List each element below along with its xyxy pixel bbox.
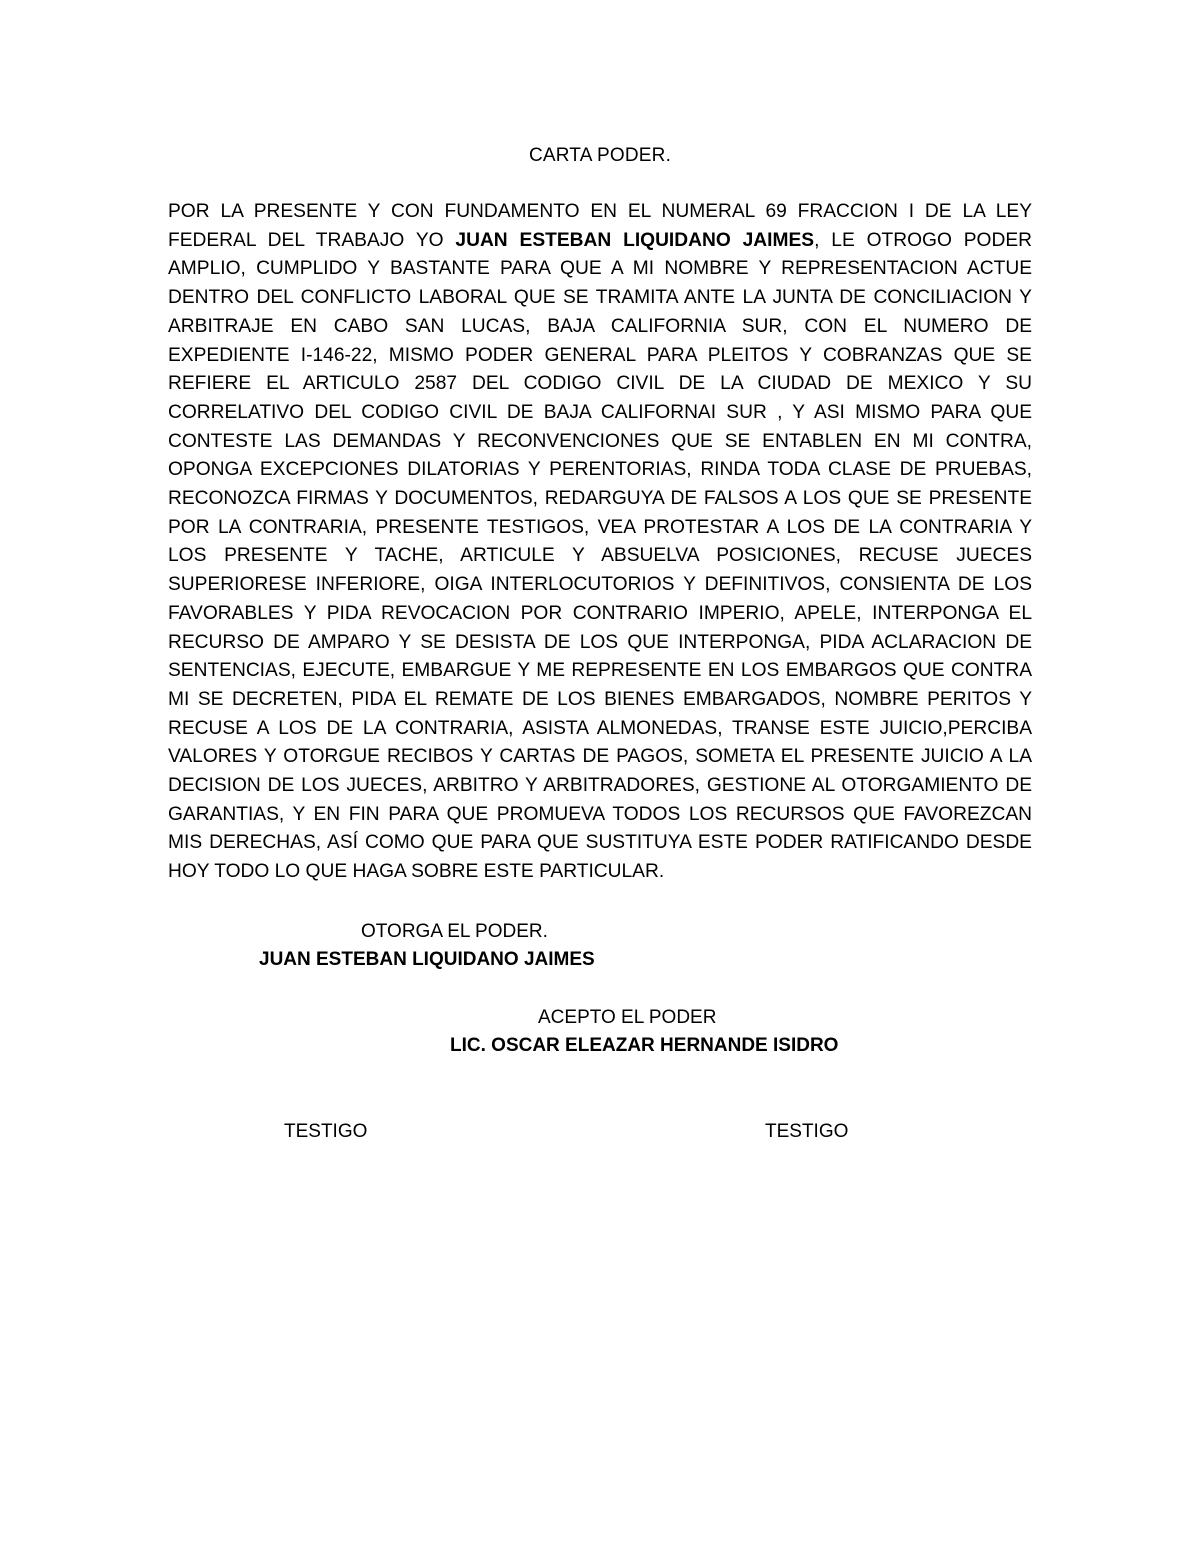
attorney-label: ACEPTO EL PODER [538, 1007, 717, 1028]
grantor-name: JUAN ESTEBAN LIQUIDANO JAIMES [259, 949, 595, 970]
document-title: CARTA PODER. [528, 145, 672, 166]
body-text-part-1: POR LA PRESENTE Y CON FUNDAMENTO EN EL NUMERAL 69 FRACCION I DE LA LEY FEDERAL DEL TRABAJO YO [168, 201, 1032, 251]
attorney-name: LIC. OSCAR ELEAZAR HERNANDE ISIDRO [450, 1035, 839, 1056]
grantor-name-inline: JUAN ESTEBAN LIQUIDANO JAIMES [455, 229, 815, 251]
document-body [168, 198, 1032, 887]
grantor-label: OTORGA EL PODER. [361, 921, 548, 942]
witness-right-label: TESTIGO [765, 1121, 849, 1142]
body-text-part-2: , LE OTROGO PODER AMPLIO, CUMPLIDO Y BASTANTE PARA QUE A MI NOMBRE Y REPRESENTACION ACTUE DENTRO DEL CONFLICTO LABORAL QUE SE TRAMITA ANTE LA JUNTA DE CONCILIACION Y ARBITRAJE EN CABO SAN LUCAS, BAJA CALIFORNIA SUR, CON EL NUMERO DE EXPEDIENTE I-146-22, MISMO PODER GENERAL PARA PLEITOS Y COBRANZAS QUE SE REFIERE EL ARTICULO 2587 DEL CODIGO CIVIL DE LA CIUDAD DE MEXICO Y SU CORRELATIVO DEL CODIGO CIVIL DE BAJA CALIFORNAI SUR , Y ASI MISMO PARA QUE CONTESTE LAS DEMANDAS Y RECONVENCIONES QUE SE ENTABLEN EN MI CONTRA, OPONGA EXCEPCIONES DILATORIAS Y PERENTORIAS, RINDA TODA CLASE DE PRUEBAS, RECONOZCA FIRMAS Y DOCUMENTOS, REDARGUYA DE FALSOS A LOS QUE SE PRESENTE POR LA CONTRARIA, PRESENTE TESTIGOS, VEA PROTESTAR A LOS DE LA CONTRARIA Y LOS PRESENTE Y TACHE, ARTICULE Y ABSUELVA POSICIONES, RECUSE JUECES SUPERIORESE INFERIORE, OIGA INTERLOCUTORIOS Y DEFINITIVOS, CONSIENTA DE LOS FAVORABLES Y PIDA REVOCACION POR CONTRARIO IMPERIO, APELE, INTERPONGA EL RECURSO DE AMPARO Y SE DESISTA DE LOS QUE INTERPONGA, PIDA ACLARACION DE SENTENCIAS, EJECUTE, EMBARGUE Y ME REPRESENTE EN LOS EMBARGOS QUE CONTRA MI SE DECRETEN, PIDA EL REMATE DE LOS BIENES EMBARGADOS, NOMBRE PERITOS Y RECUSE A LOS DE LA CONTRARIA, ASISTA ALMONEDAS, TRANSE ESTE JUICIO,PERCIBA VALORES Y OTORGUE RECIBOS Y CARTAS DE PAGOS, SOMETA EL PRESENTE JUICIO A LA DECISION DE LOS JUECES, ARBITRO Y ARBITRADORES, GESTIONE AL OTORGAMIENTO DE GARANTIAS, Y EN FIN PARA QUE PROMUEVA TODOS LOS RECURSOS QUE FAVOREZCAN MIS DERECHAS, ASÍ COMO QUE PARA QUE SUSTITUYA ESTE PODER RATIFICANDO DESDE HOY TODO LO QUE HAGA SOBRE ESTE PARTICULAR. [168, 229, 1032, 883]
witness-left-label: TESTIGO [284, 1121, 368, 1142]
